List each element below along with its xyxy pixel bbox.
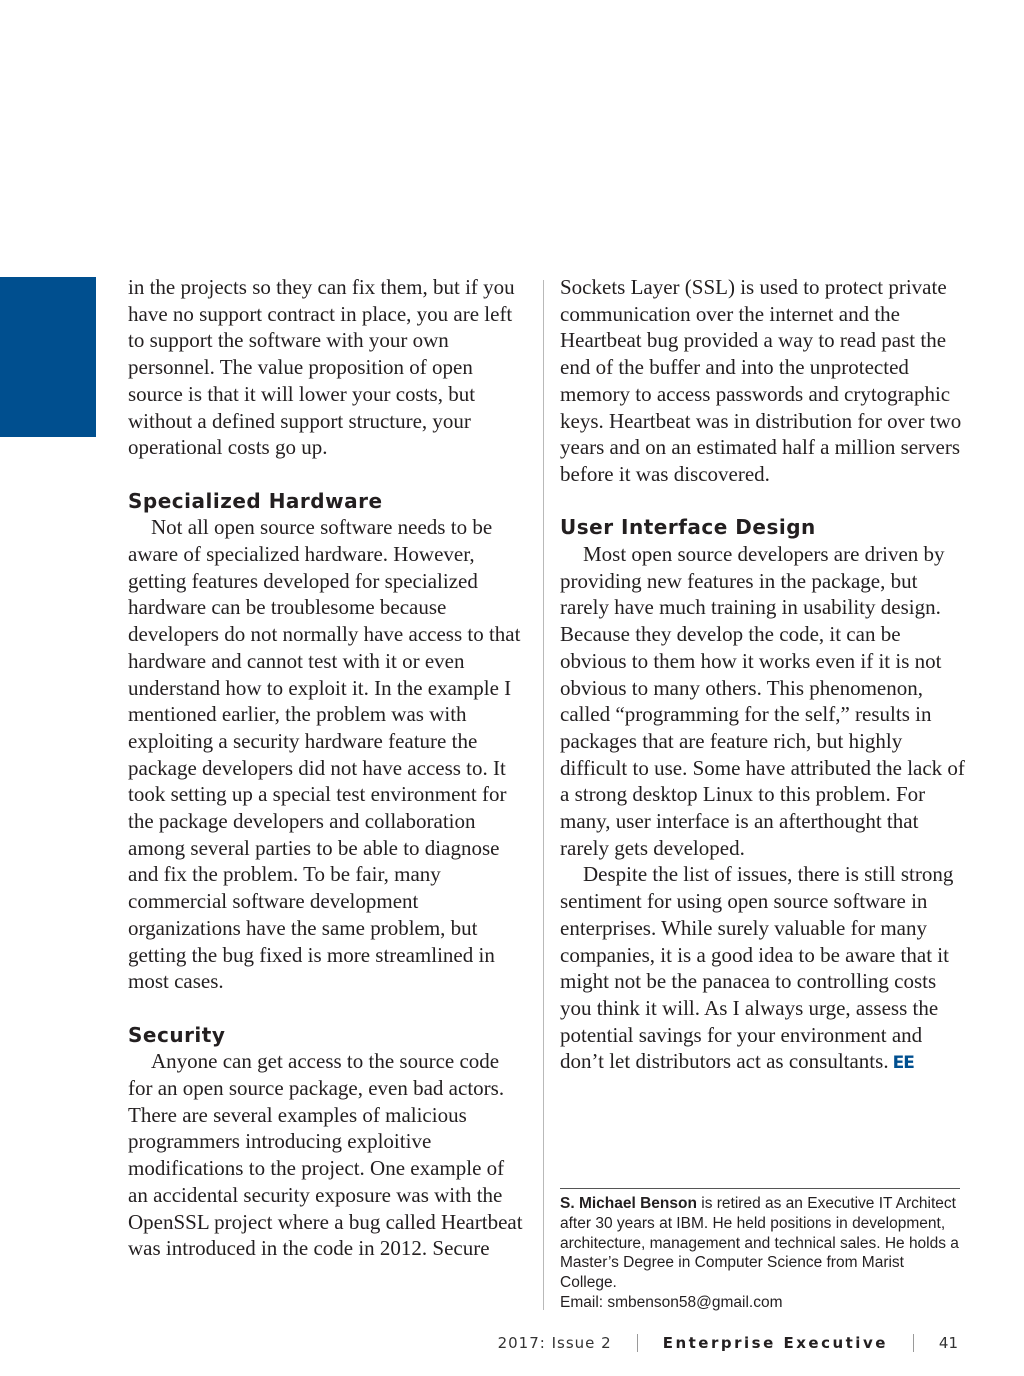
bio-text: is retired as an Executive IT Architect after 30 years at IBM. He held positions in development, architecture, management and technical sales. He holds a Master’s Degree in Computer Science from Marist College. xyxy=(560,1195,959,1292)
author-name: S. Michael Benson xyxy=(560,1195,697,1212)
heading-security: Security xyxy=(128,1022,226,1047)
end-of-article-mark: EE xyxy=(892,1053,914,1074)
footer-separator xyxy=(637,1334,638,1352)
paragraph-security: Anyone can get access to the source code for an open source package, even bad actors. There are several examples of malicious programmers introducing exploitive modifications to the project. One example of an accidental security exposure was with the OpenSSL project where a bug called Heartbeat was introduced in the code in 2012. Secure xyxy=(128,1049,523,1261)
author-email[interactable]: Email: smbenson58@gmail.com xyxy=(560,1293,783,1311)
publication-name: Enterprise Executive xyxy=(662,1334,888,1352)
footer-separator xyxy=(913,1334,914,1352)
paragraph-closing xyxy=(560,861,965,1077)
bio-divider xyxy=(560,1188,960,1189)
article-column-right xyxy=(560,274,965,1077)
page-footer xyxy=(498,1334,958,1352)
article-column-left xyxy=(128,274,528,1262)
paragraph-intro: in the projects so they can fix them, but if you have no support contract in place, you are left to support the software with your own personnel. The value proposition of open source is that it will lower your costs, but without a defined support structure, your operational costs go up. xyxy=(128,275,515,460)
heading-specialized-hardware: Specialized Hardware xyxy=(128,488,383,513)
heading-user-interface-design: User Interface Design xyxy=(560,515,816,540)
paragraph-hardware: Not all open source software needs to be aware of specialized hardware. However, getting features developed for specialized hardware can be troublesome because developers do not normally have access to that hardware and cannot test with it or even understand how to exploit it. In the example I mentioned earlier, the problem was with exploiting a security hardware feature the package developers did not have access to. It took setting up a special test environment for the package developers and collaboration among several parties to be able to diagnose and fix the problem. To be fair, many commercial software development organizations have the same problem, but getting the bug fixed is more streamlined in most cases. xyxy=(128,515,521,994)
closing-text: Despite the list of issues, there is still strong sentiment for using open source software in enterprises. While surely valuable for many companies, it is a good idea to be aware that it might not be the panacea to controlling costs you think it will. As I always urge, assess the potential savings for your environment and don’t let distributors act as consultants. xyxy=(560,862,954,1074)
author-bio xyxy=(560,1194,960,1313)
paragraph-ssl: Sockets Layer (SSL) is used to protect private communication over the internet and the Heartbeat bug provided a way to read past the end of the buffer and into the unprotected memory to access passwords and crytographic keys. Heartbeat was in distribution for over two years and on an estimated half a million servers before it was discovered. xyxy=(560,275,962,486)
issue-label: 2017: Issue 2 xyxy=(497,1334,612,1352)
page-number: 41 xyxy=(938,1334,958,1352)
column-divider xyxy=(543,280,544,1310)
paragraph-user-interface: Most open source developers are driven by providing new features in the package, but rarely have much training in usability design. Because they develop the code, it can be obvious to them how it works even if it is not obvious to many others. This phenomenon, called “programming for the self,” results in packages that are feature rich, but highly difficult to use. Some have attributed the lack of a strong desktop Linux to this problem. For many, user interface is an afterthought that rarely gets developed. xyxy=(560,542,965,860)
side-color-tab xyxy=(0,277,96,437)
